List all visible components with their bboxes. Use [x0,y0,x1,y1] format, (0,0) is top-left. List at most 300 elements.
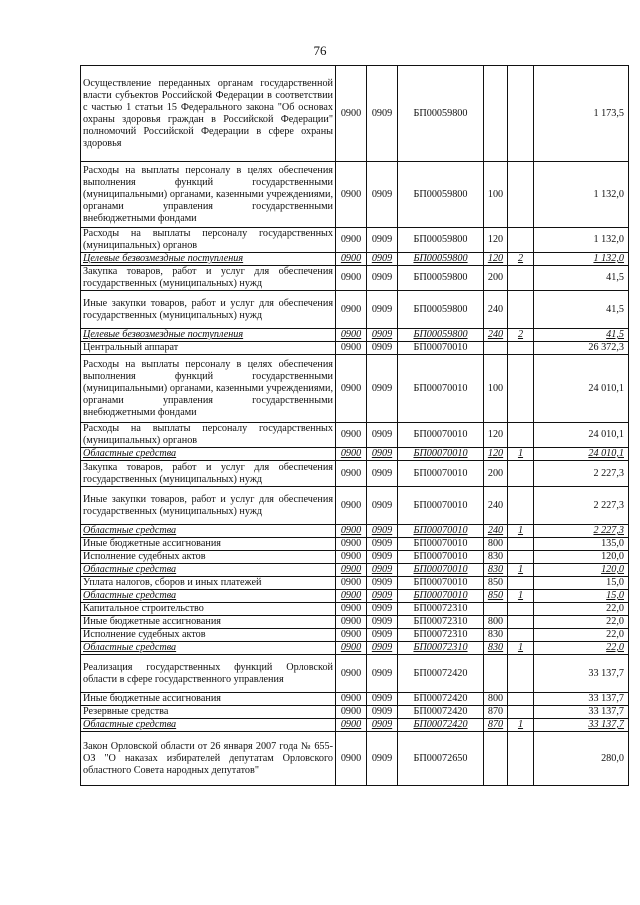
cell-section-code [367,706,398,719]
cell-section-code-text: 0909 [371,188,393,200]
cell-expense-type-text: 120 [487,448,504,459]
cell-name-text: Исполнение судебных актов [83,629,206,640]
cell-target-article-text: БП00072310 [413,642,468,653]
cell-target-article [398,162,484,228]
cell-expense-type-text: 800 [487,693,504,704]
cell-name-text: Резервные средства [83,706,169,717]
cell-name [81,706,336,719]
cell-name-text: Расходы на выплаты персоналу государственных (муниципальных) органов [83,423,333,446]
cell-expense-type [484,329,508,342]
cell-target-article-text: БП00070010 [413,551,468,562]
cell-section-code [367,291,398,329]
cell-name [81,448,336,461]
cell-expense-type-text: 830 [487,564,504,575]
cell-ministry-code-text: 0900 [340,642,362,653]
cell-funding-source [508,616,534,629]
cell-ministry-code-text: 0900 [340,272,362,283]
table-row [81,525,629,538]
cell-section-code [367,551,398,564]
cell-expense-type-text: 120 [487,429,504,440]
cell-section-code [367,461,398,487]
cell-name [81,655,336,693]
cell-funding-source [508,487,534,525]
cell-expense-type-text: 240 [487,499,504,511]
cell-name-text: Реализация государственных функций Орловской области в сфере государственного управления [83,661,333,685]
cell-amount-text: 22,0 [606,616,624,627]
table-row [81,253,629,266]
cell-amount [534,590,629,603]
cell-name [81,291,336,329]
cell-ministry-code [336,291,367,329]
cell-section-code [367,590,398,603]
cell-amount-text: 1 173,5 [593,107,624,119]
cell-target-article [398,538,484,551]
cell-amount-text: 26 372,3 [588,342,624,353]
cell-ministry-code [336,719,367,732]
table-row [81,448,629,461]
table-row [81,732,629,786]
cell-section-code [367,616,398,629]
table-row [81,642,629,655]
cell-target-article-text: БП00059800 [413,272,468,283]
cell-target-article [398,655,484,693]
cell-target-article-text: БП00072310 [413,603,468,614]
cell-ministry-code [336,577,367,590]
cell-amount [534,538,629,551]
cell-target-article [398,564,484,577]
cell-ministry-code [336,162,367,228]
cell-name-text: Областные средства [83,525,177,536]
cell-expense-type-text: 830 [487,629,504,640]
cell-target-article-text: БП00059800 [413,303,468,315]
cell-expense-type [484,642,508,655]
cell-ministry-code [336,266,367,291]
cell-funding-source [508,564,534,577]
cell-funding-source [508,228,534,253]
cell-ministry-code-text: 0900 [340,564,362,575]
cell-expense-type [484,706,508,719]
cell-target-article-text: БП00059800 [413,107,468,119]
cell-target-article [398,448,484,461]
cell-section-code [367,228,398,253]
cell-name-text: Уплата налогов, сборов и иных платежей [83,577,262,588]
cell-target-article-text: БП00072420 [413,693,468,704]
cell-section-code-text: 0909 [371,342,393,353]
cell-target-article [398,291,484,329]
table-row [81,551,629,564]
page-number: 76 [313,43,327,58]
table-row [81,342,629,355]
cell-target-article [398,577,484,590]
cell-target-article-text: БП00070010 [413,382,468,394]
cell-name-text: Центральный аппарат [83,342,179,353]
cell-target-article [398,706,484,719]
cell-section-code-text: 0909 [371,107,393,119]
cell-funding-source [508,655,534,693]
cell-section-code [367,577,398,590]
cell-section-code-text: 0909 [371,616,393,627]
cell-expense-type-text: 120 [487,234,504,245]
cell-amount [534,448,629,461]
table-row [81,629,629,642]
cell-name-text: Иные бюджетные ассигнования [83,693,221,704]
cell-amount-text: 24 010,1 [588,448,624,459]
cell-amount [534,329,629,342]
cell-expense-type [484,253,508,266]
cell-target-article-text: БП00070010 [413,342,468,353]
cell-section-code [367,253,398,266]
cell-ministry-code-text: 0900 [340,538,362,549]
cell-target-article-text: БП00070010 [413,525,468,536]
cell-section-code-text: 0909 [371,629,393,640]
cell-funding-source [508,253,534,266]
cell-section-code-text: 0909 [371,234,393,245]
cell-expense-type-text: 800 [487,616,504,627]
cell-section-code-text: 0909 [371,642,393,653]
cell-target-article-text: БП00059800 [413,188,468,200]
cell-name [81,461,336,487]
cell-amount-text: 24 010,1 [588,429,624,440]
cell-funding-source [508,538,534,551]
cell-funding-source [508,629,534,642]
cell-ministry-code [336,706,367,719]
cell-ministry-code-text: 0900 [340,107,362,119]
cell-funding-source [508,590,534,603]
cell-amount [534,66,629,162]
cell-amount [534,603,629,616]
cell-name [81,342,336,355]
cell-target-article-text: БП00072650 [413,752,468,764]
cell-section-code-text: 0909 [371,590,393,601]
cell-expense-type [484,448,508,461]
cell-section-code [367,162,398,228]
cell-section-code [367,655,398,693]
cell-name [81,603,336,616]
cell-ministry-code [336,355,367,423]
cell-amount [534,732,629,786]
cell-amount-text: 2 227,3 [593,525,624,536]
cell-expense-type [484,162,508,228]
cell-expense-type [484,291,508,329]
cell-expense-type [484,577,508,590]
table-row [81,487,629,525]
cell-name [81,693,336,706]
cell-expense-type-text: 830 [487,551,504,562]
cell-expense-type [484,629,508,642]
cell-expense-type-text: 100 [487,382,504,394]
cell-funding-source [508,603,534,616]
table-row [81,66,629,162]
cell-section-code [367,603,398,616]
cell-expense-type-text: 850 [487,577,504,588]
cell-amount-text: 41,5 [606,272,624,283]
cell-name-text: Расходы на выплаты персоналу в целях обеспечения выполнения функций государственными (муниципальными) органами, казенными учреждениями, органами управления государственными внебюджетными фондами [83,164,333,224]
cell-target-article [398,642,484,655]
cell-target-article-text: БП00070010 [413,564,468,575]
cell-target-article-text: БП00059800 [413,329,468,340]
cell-name [81,590,336,603]
cell-expense-type-text: 120 [487,253,504,264]
cell-funding-source [508,66,534,162]
cell-ministry-code-text: 0900 [340,719,362,730]
cell-amount [534,423,629,448]
cell-funding-source [508,642,534,655]
cell-funding-source [508,577,534,590]
cell-section-code-text: 0909 [371,706,393,717]
cell-funding-source [508,329,534,342]
cell-target-article [398,228,484,253]
table-row [81,603,629,616]
cell-amount-text: 15,0 [606,590,624,601]
cell-ministry-code-text: 0900 [340,603,362,614]
cell-name-text: Иные закупки товаров, работ и услуг для обеспечения государственных (муниципальных) нужд [83,297,333,321]
cell-ministry-code-text: 0900 [340,551,362,562]
table-row [81,228,629,253]
cell-ministry-code [336,732,367,786]
cell-expense-type-text: 200 [487,467,504,479]
cell-ministry-code [336,693,367,706]
cell-expense-type [484,487,508,525]
cell-funding-source-text: 1 [517,590,524,601]
cell-expense-type-text: 240 [487,303,504,315]
cell-funding-source [508,423,534,448]
cell-ministry-code [336,487,367,525]
cell-expense-type [484,423,508,448]
cell-amount [534,719,629,732]
cell-section-code-text: 0909 [371,253,393,264]
cell-section-code-text: 0909 [371,467,393,479]
cell-ministry-code [336,423,367,448]
cell-name [81,719,336,732]
cell-section-code [367,525,398,538]
cell-expense-type [484,719,508,732]
cell-ministry-code-text: 0900 [340,253,362,264]
cell-section-code-text: 0909 [371,603,393,614]
cell-name-text: Капитальное строительство [83,603,204,614]
cell-section-code-text: 0909 [371,382,393,394]
cell-ministry-code-text: 0900 [340,303,362,315]
cell-target-article [398,461,484,487]
cell-ministry-code-text: 0900 [340,499,362,511]
cell-name [81,66,336,162]
cell-funding-source [508,706,534,719]
cell-target-article-text: БП00059800 [413,234,468,245]
cell-amount-text: 120,0 [601,564,624,575]
cell-ministry-code-text: 0900 [340,525,362,536]
cell-ministry-code-text: 0900 [340,706,362,717]
cell-funding-source-text: 1 [517,642,524,653]
table-row [81,355,629,423]
cell-target-article-text: БП00070010 [413,538,468,549]
cell-name-text: Целевые безвозмездные поступления [83,329,244,340]
cell-amount [534,616,629,629]
table-row [81,266,629,291]
cell-section-code [367,448,398,461]
cell-ministry-code-text: 0900 [340,590,362,601]
cell-section-code [367,693,398,706]
cell-name-text: Областные средства [83,590,177,601]
cell-ministry-code-text: 0900 [340,234,362,245]
cell-section-code-text: 0909 [371,303,393,315]
cell-expense-type-text: 100 [487,188,504,200]
cell-section-code-text: 0909 [371,272,393,283]
cell-amount-text: 22,0 [606,629,624,640]
cell-name [81,329,336,342]
cell-section-code [367,538,398,551]
cell-expense-type [484,655,508,693]
cell-funding-source-text: 2 [517,253,524,264]
cell-amount-text: 33 137,7 [588,706,624,717]
cell-name [81,732,336,786]
cell-section-code-text: 0909 [371,525,393,536]
cell-ministry-code [336,551,367,564]
cell-amount [534,253,629,266]
cell-amount [534,577,629,590]
cell-expense-type-text: 200 [487,272,504,283]
cell-section-code-text: 0909 [371,448,393,459]
cell-ministry-code [336,616,367,629]
cell-name [81,551,336,564]
cell-name [81,355,336,423]
cell-amount-text: 1 132,0 [593,253,624,264]
cell-funding-source-text: 2 [517,329,524,340]
cell-funding-source [508,448,534,461]
cell-target-article [398,487,484,525]
cell-amount-text: 120,0 [601,551,624,562]
cell-amount-text: 33 137,7 [588,693,624,704]
table-row [81,291,629,329]
cell-amount-text: 280,0 [601,752,624,764]
table-row [81,461,629,487]
cell-funding-source [508,719,534,732]
cell-target-article [398,616,484,629]
cell-amount [534,266,629,291]
cell-ministry-code [336,253,367,266]
cell-target-article-text: БП00072420 [413,667,468,679]
cell-section-code [367,629,398,642]
cell-amount-text: 41,5 [606,303,624,315]
table-row [81,693,629,706]
cell-expense-type [484,693,508,706]
cell-expense-type [484,525,508,538]
budget-table [80,65,629,786]
cell-target-article [398,342,484,355]
cell-name-text: Осуществление переданных органам государственной власти субъектов Российской Федерации в соответствии с частью 1 статьи 15 Федерального закона "Об основах охраны здоровья граждан в Российской Федерации" полномочий Российской Федерации в сфере охраны здоровья [83,77,333,149]
cell-ministry-code-text: 0900 [340,429,362,440]
cell-target-article [398,590,484,603]
cell-expense-type [484,551,508,564]
cell-section-code-text: 0909 [371,499,393,511]
cell-section-code-text: 0909 [371,667,393,679]
cell-amount-text: 22,0 [606,642,624,653]
cell-ministry-code [336,228,367,253]
cell-target-article [398,551,484,564]
cell-funding-source [508,266,534,291]
cell-expense-type [484,461,508,487]
cell-section-code-text: 0909 [371,752,393,764]
cell-ministry-code [336,66,367,162]
cell-funding-source [508,525,534,538]
cell-amount [534,642,629,655]
cell-ministry-code-text: 0900 [340,382,362,394]
cell-amount-text: 24 010,1 [588,382,624,394]
cell-amount [534,162,629,228]
cell-expense-type [484,66,508,162]
margin-scan-marks [10,690,22,730]
cell-ministry-code [336,329,367,342]
cell-ministry-code-text: 0900 [340,467,362,479]
cell-target-article [398,329,484,342]
cell-name-text: Закон Орловской области от 26 января 2007 года № 655-ОЗ "О наказах избирателей депутатам Орловского областного Совета народных депутатов" [83,740,333,776]
cell-name-text: Расходы на выплаты персоналу государственных (муниципальных) органов [83,228,333,251]
cell-expense-type [484,266,508,291]
cell-amount [534,461,629,487]
cell-name [81,228,336,253]
cell-target-article [398,693,484,706]
cell-target-article-text: БП00072310 [413,629,468,640]
cell-amount [534,629,629,642]
cell-target-article [398,732,484,786]
cell-amount-text: 2 227,3 [593,467,624,479]
cell-name [81,642,336,655]
cell-amount [534,655,629,693]
cell-amount [534,525,629,538]
cell-funding-source [508,461,534,487]
cell-ministry-code [336,448,367,461]
cell-section-code [367,342,398,355]
table-row [81,423,629,448]
cell-funding-source [508,162,534,228]
cell-amount-text: 1 132,0 [593,234,624,245]
cell-amount-text: 15,0 [606,577,624,588]
cell-target-article-text: БП00070010 [413,448,468,459]
cell-funding-source-text: 1 [517,564,524,575]
cell-target-article [398,629,484,642]
cell-section-code-text: 0909 [371,538,393,549]
cell-name-text: Исполнение судебных актов [83,551,206,562]
cell-amount-text: 22,0 [606,603,624,614]
cell-amount [534,342,629,355]
cell-expense-type-text: 870 [487,706,504,717]
cell-amount-text: 33 137,7 [588,719,624,730]
cell-target-article-text: БП00070010 [413,577,468,588]
cell-name-text: Областные средства [83,448,177,459]
table-row [81,719,629,732]
cell-funding-source [508,732,534,786]
cell-expense-type [484,603,508,616]
cell-expense-type [484,732,508,786]
cell-expense-type-text: 240 [487,329,504,340]
cell-section-code-text: 0909 [371,719,393,730]
cell-name [81,564,336,577]
cell-name [81,577,336,590]
cell-target-article [398,719,484,732]
cell-ministry-code [336,525,367,538]
cell-target-article-text: БП00070010 [413,429,468,440]
cell-funding-source [508,342,534,355]
cell-target-article [398,266,484,291]
cell-target-article [398,355,484,423]
cell-name-text: Областные средства [83,642,177,653]
cell-section-code-text: 0909 [371,577,393,588]
cell-section-code-text: 0909 [371,693,393,704]
cell-section-code [367,642,398,655]
cell-amount [534,355,629,423]
cell-name-text: Иные бюджетные ассигнования [83,616,221,627]
cell-name [81,253,336,266]
cell-section-code [367,266,398,291]
cell-funding-source [508,291,534,329]
